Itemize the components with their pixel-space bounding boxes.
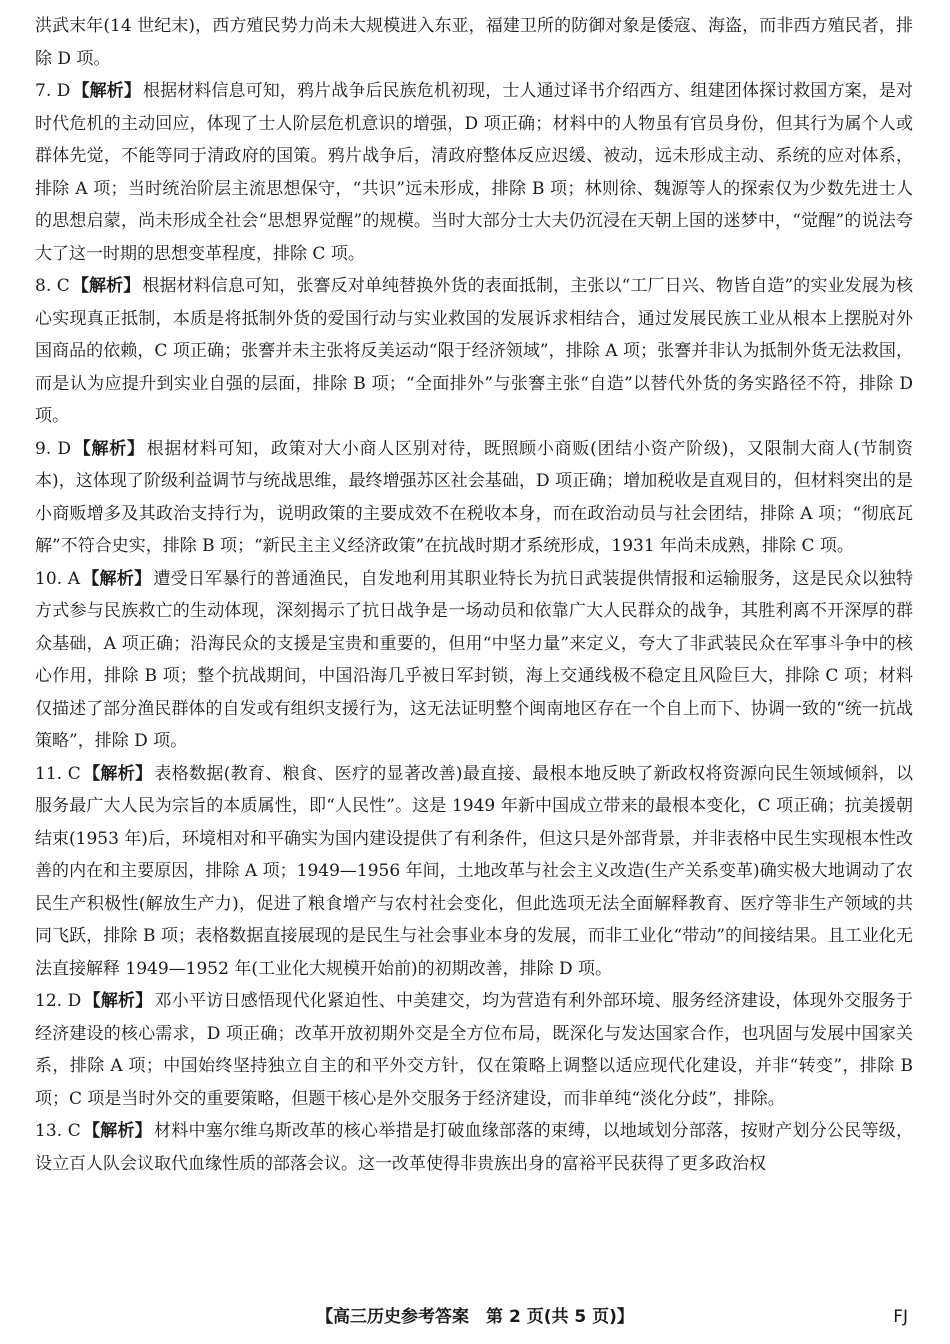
analysis-text: 邓小平访日感悟现代化紧迫性、中美建交，均为营造有利外部环境、服务经济建设，体现外交服务于经济建设的核心需求，D 项正确；改革开放初期外交是全方位布局，既深化与发达国家合作，也巩固与发展中国家关系，排除 A 项；中国始终坚持独立自主的和平外交方针，仅在策略上调整以适应现代化建设，并非“转变”，排除 B 项；C 项是当时外交的重要策略，但题干核心是外交服务于经济建设，而非单纯“淡化分歧”，排除。 bbox=[35, 991, 914, 1109]
analysis-tag: 【解析】 bbox=[83, 991, 153, 1011]
answer-item bbox=[35, 758, 913, 986]
answer-item bbox=[35, 270, 913, 433]
analysis-text: 根据材料可知，政策对大小商人区别对待，既照顾小商贩(团结小资产阶级)，又限制大商人(节制资本)，这体现了阶级利益调节与统战思维，最终增强苏区社会基础，D 项正确；增加税收是直观目的，但材料突出的是小商贩增多及其政治支持行为，说明政策的主要成效不在税收本身，而在政治动员与社会团结，排除 A 项；“彻底瓦解”不符合史实，排除 B 项；“新民主主义经济政策”在抗战时期才系统形成，1931 年尚未成熟，排除 C 项。 bbox=[35, 438, 913, 556]
analysis-tag: 【解析】 bbox=[71, 276, 141, 296]
continuation-paragraph: 洪武末年(14 世纪末)，西方殖民势力尚未大规模进入东亚，福建卫所的防御对象是倭寇、海盗，而非西方殖民者，排除 D 项。 bbox=[35, 16, 913, 69]
analysis-tag: 【解析】 bbox=[72, 81, 141, 101]
page-footer bbox=[0, 1300, 950, 1334]
analysis-tag: 【解析】 bbox=[82, 568, 152, 589]
answer-content bbox=[35, 10, 913, 1180]
answer-number: 10. A bbox=[35, 568, 80, 589]
answer-number: 12. D bbox=[35, 991, 82, 1011]
analysis-text: 根据材料信息可知，张謇反对单纯替换外货的表面抵制，主张以“工厂日兴、物皆自造”的实业发展为核心实现真正抵制，本质是将抵制外货的爱国行动与实业救国的发展诉求相结合，通过发展民族工业从根本上摆脱对外国商品的依赖，C 项正确；张謇并未主张将反美运动“限于经济领域”，排除 A 项；张謇并非认为抵制外货无法救国，而是认为应提升到实业自强的层面，排除 B 项；“全面排外”与张謇主张“自造”以替代外货的务实路径不符，排除 D 项。 bbox=[35, 276, 913, 426]
answer-item bbox=[35, 75, 913, 270]
answer-number: 11. C bbox=[35, 763, 81, 784]
analysis-tag: 【解析】 bbox=[82, 763, 153, 784]
footer-code: FJ bbox=[893, 1307, 908, 1327]
footer-title: 【高三历史参考答案 第 2 页(共 5 页)】 bbox=[316, 1307, 634, 1327]
analysis-tag: 【解析】 bbox=[73, 438, 145, 459]
answer-item bbox=[35, 433, 913, 563]
analysis-text: 遭受日军暴行的普通渔民，自发地利用其职业特长为抗日武装提供情报和运输服务，这是民众以独特方式参与民族救亡的生动体现，深刻揭示了抗日战争是一场动员和依靠广大人民群众的战争，其胜利离不开深厚的群众基础，A 项正确；沿海民众的支援是宝贵和重要的，但用“中坚力量”来定义，夸大了非武装民众在军事斗争中的核心作用，排除 B 项；整个抗战期间，中国沿海几乎被日军封锁，海上交通线极不稳定且风险巨大，排除 C 项；材料仅描述了部分渔民群体的自发或有组织支援行为，这无法证明整个闽南地区存在一个自上而下、协调一致的“统一抗战策略”，排除 D 项。 bbox=[35, 568, 914, 751]
answer-number: 13. C bbox=[35, 1121, 81, 1141]
analysis-text: 表格数据(教育、粮食、医疗的显著改善)最直接、最根本地反映了新政权将资源向民生领域倾斜，以服务最广大人民为宗旨的本质属性，即“人民性”。这是 1949 年新中国成立带来的最根本变化，C 项正确；抗美援朝结束(1953 年)后，环境相对和平确实为国内建设提供了有利条件，但这只是外部背景，并非表格中民生实现根本性改善的内在和主要原因，排除 A 项；1949—1956 年间，土地改革与社会主义改造(生产关系变革)确实极大地调动了农民生产积极性(解放生产力)，促进了粮食增产与农村社会变化，但此选项无法全面解释教育、医疗等非生产领域的共同飞跃，排除 B 项；表格数据直接展现的是民生与社会事业本身的发展，而非工业化“带动”的间接结果。且工业化无法直接解释 1949—1952 年(工业化大规模开始前)的初期改善，排除 D 项。 bbox=[35, 763, 914, 979]
answer-list bbox=[35, 75, 913, 1180]
answer-number: 8. C bbox=[35, 276, 70, 296]
answer-item bbox=[35, 563, 913, 758]
answer-item bbox=[35, 1115, 913, 1180]
answer-item bbox=[35, 985, 913, 1115]
analysis-text: 材料中塞尔维乌斯改革的核心举措是打破血缘部落的束缚，以地域划分部落，按财产划分公民等级，设立百人队会议取代血缘性质的部落会议。这一改革使得非贵族出身的富裕平民获得了更多政治权 bbox=[35, 1121, 913, 1174]
analysis-text: 根据材料信息可知，鸦片战争后民族危机初现，士人通过译书介绍西方、组建团体探讨救国方案，是对时代危机的主动回应，体现了士人阶层危机意识的增强，D 项正确；材料中的人物虽有官员身份，但其行为属个人或群体先觉，不能等同于清政府的国策。鸦片战争后，清政府整体反应迟缓、被动，远未形成主动、系统的应对体系，排除 A 项；当时统治阶层主流思想保守，“共识”远未形成，排除 B 项；林则徐、魏源等人的探索仅为少数先进士人的思想启蒙，尚未形成全社会“思想界觉醒”的规模。当时大部分士大夫仍沉浸在天朝上国的迷梦中，“觉醒”的说法夸大了这一时期的思想变革程度，排除 C 项。 bbox=[35, 81, 913, 264]
answer-number: 9. D bbox=[35, 438, 71, 459]
analysis-tag: 【解析】 bbox=[82, 1121, 152, 1141]
answer-number: 7. D bbox=[35, 81, 71, 101]
